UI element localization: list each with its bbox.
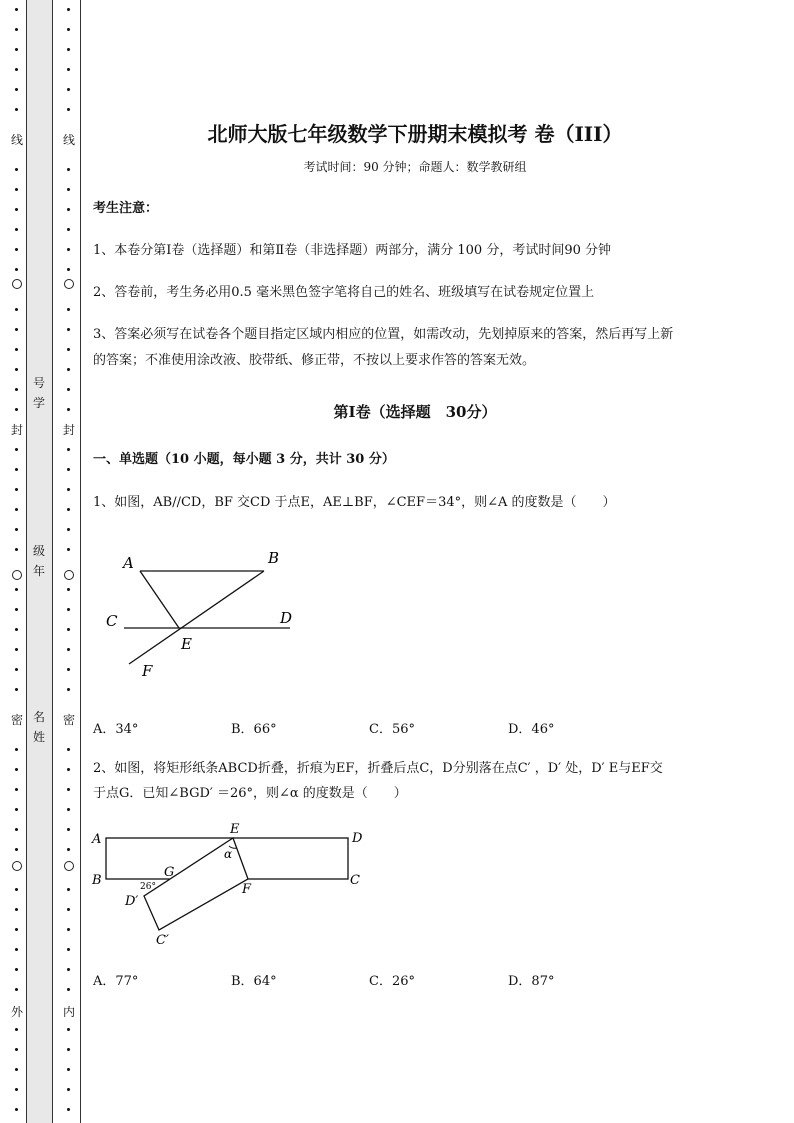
margin-dot xyxy=(15,328,18,331)
margin-dot xyxy=(15,1028,18,1031)
band-label-ming: 名 xyxy=(32,710,45,724)
margin-dot xyxy=(15,748,18,751)
margin-dot xyxy=(15,68,18,71)
margin-dot xyxy=(67,528,70,531)
margin-dot xyxy=(67,368,70,371)
band-label-nian: 年 xyxy=(32,564,45,578)
q1-label-b: B xyxy=(268,549,280,567)
margin-dot xyxy=(67,888,70,891)
margin-dot xyxy=(15,468,18,471)
margin-dot xyxy=(67,668,70,671)
q1-text: 1、如图，AB//CD，BF 交CD 于点E，AE⊥BF，∠CEF＝34°，则∠A 的度数是（ ） xyxy=(93,495,616,510)
margin-dot xyxy=(15,268,18,271)
margin-dot xyxy=(15,908,18,911)
margin-dot xyxy=(15,188,18,191)
binding-hole-ring xyxy=(64,279,74,289)
binding-hole-ring xyxy=(12,861,22,871)
margin-dot xyxy=(67,1028,70,1031)
q1-figure xyxy=(100,545,310,685)
q2-label-d: D xyxy=(352,831,363,846)
margin-dot xyxy=(15,588,18,591)
margin-dot xyxy=(15,1068,18,1071)
inner-label-xian: 线 xyxy=(62,133,75,147)
margin-dot xyxy=(15,508,18,511)
margin-dot xyxy=(67,448,70,451)
q1-label-a: A xyxy=(123,554,134,572)
q2-label-f: F xyxy=(242,882,252,897)
margin-dot xyxy=(67,768,70,771)
q1-option-a[interactable]: A．34° xyxy=(93,722,139,737)
margin-dot xyxy=(15,888,18,891)
q2-folded-part xyxy=(144,838,248,930)
margin-dot xyxy=(67,808,70,811)
q2-label-b: B xyxy=(92,873,102,888)
q2-label-angle: 26° xyxy=(140,882,156,892)
margin-dot xyxy=(67,348,70,351)
q2-label-g: G xyxy=(164,865,175,880)
margin-dot xyxy=(15,1108,18,1111)
q2-option-a[interactable]: A．77° xyxy=(93,974,139,989)
q2-option-c[interactable]: C．26° xyxy=(369,974,415,989)
margin-dot xyxy=(15,688,18,691)
outer-label-feng: 封 xyxy=(10,423,23,437)
margin-dot xyxy=(15,208,18,211)
margin-dot xyxy=(67,988,70,991)
margin-dot xyxy=(15,448,18,451)
q1-option-d[interactable]: D．46° xyxy=(508,722,555,737)
section-title: 第Ⅰ卷（选择题 30分） xyxy=(333,403,497,421)
q1-label-c: C xyxy=(106,612,118,630)
q2-label-a: A xyxy=(92,832,102,847)
inner-label-feng: 封 xyxy=(62,423,75,437)
margin-dot xyxy=(67,48,70,51)
margin-dot xyxy=(67,608,70,611)
margin-dot xyxy=(15,988,18,991)
margin-dot xyxy=(15,108,18,111)
margin-dot xyxy=(15,768,18,771)
margin-dot xyxy=(15,788,18,791)
page-subtitle: 考试时间：90 分钟；命题人：数学教研组 xyxy=(303,160,527,174)
margin-dot xyxy=(15,548,18,551)
band-label-xue: 学 xyxy=(32,396,45,410)
margin-dot xyxy=(67,788,70,791)
q2-option-b[interactable]: B．64° xyxy=(231,974,277,989)
q2-label-c-prime: C′ xyxy=(156,933,169,948)
q1-option-b[interactable]: B．66° xyxy=(231,722,277,737)
q1-option-c[interactable]: C．56° xyxy=(369,722,415,737)
q2-label-d-prime: D′ xyxy=(125,894,139,909)
margin-dot xyxy=(67,748,70,751)
margin-dot xyxy=(67,1068,70,1071)
margin-dot xyxy=(67,328,70,331)
binding-hole-ring xyxy=(12,279,22,289)
margin-dot xyxy=(67,588,70,591)
margin-dot xyxy=(15,28,18,31)
margin-dot xyxy=(67,188,70,191)
margin-dot xyxy=(67,228,70,231)
margin-dot xyxy=(67,848,70,851)
margin-dot xyxy=(67,908,70,911)
q2-text-line2: 于点G．已知∠BGD′ ＝26°，则∠α 的度数是（ ） xyxy=(93,786,407,801)
band-label-hao: 号 xyxy=(32,376,45,390)
notice-item-1: 1、本卷分第Ⅰ卷（选择题）和第Ⅱ卷（非选择题）两部分，满分 100 分，考试时间90 分钟 xyxy=(93,243,611,258)
q2-figure xyxy=(88,820,378,955)
q1-line-ae xyxy=(140,571,179,628)
margin-dot xyxy=(67,388,70,391)
margin-dot xyxy=(67,488,70,491)
q2-text-line1: 2、如图，将矩形纸条ABCD折叠，折痕为EF，折叠后点C，D分别落在点C′ ，D′ 处，D′ E与EF交 xyxy=(93,761,663,776)
margin-dot xyxy=(67,1088,70,1091)
margin-dot xyxy=(67,688,70,691)
margin-dot xyxy=(67,468,70,471)
margin-dot xyxy=(15,308,18,311)
binding-hole-ring xyxy=(64,861,74,871)
band-label-xing: 姓 xyxy=(32,730,45,744)
binding-hole-ring xyxy=(12,570,22,580)
margin-dot xyxy=(67,68,70,71)
outer-label-mi: 密 xyxy=(10,713,23,727)
q2-option-d[interactable]: D．87° xyxy=(508,974,555,989)
q2-label-e: E xyxy=(230,822,240,837)
margin-dot xyxy=(15,848,18,851)
page-title: 北师大版七年级数学下册期末模拟考 卷（III） xyxy=(207,122,623,146)
margin-dot xyxy=(67,648,70,651)
margin-dot xyxy=(15,828,18,831)
margin-dot xyxy=(67,828,70,831)
margin-dot xyxy=(67,508,70,511)
q2-label-alpha: α xyxy=(224,847,233,861)
margin-dot xyxy=(67,308,70,311)
band-label-ji: 级 xyxy=(32,544,45,558)
margin-dot xyxy=(15,948,18,951)
q2-label-c: C xyxy=(350,873,360,888)
margin-dot xyxy=(67,268,70,271)
inner-label-mi: 密 xyxy=(62,713,75,727)
margin-dot xyxy=(15,608,18,611)
margin-dot xyxy=(15,88,18,91)
margin-dot xyxy=(15,968,18,971)
margin-dot xyxy=(67,1048,70,1051)
margin-dot xyxy=(67,1108,70,1111)
margin-dot xyxy=(67,928,70,931)
margin-dot xyxy=(67,248,70,251)
margin-dot xyxy=(15,388,18,391)
margin-dot xyxy=(15,8,18,11)
margin-dot xyxy=(67,948,70,951)
notice-heading: 考生注意： xyxy=(93,201,159,216)
outer-label-xian: 线 xyxy=(10,133,23,147)
margin-dot xyxy=(67,968,70,971)
margin-dot xyxy=(15,668,18,671)
margin-dot xyxy=(67,88,70,91)
margin-dot xyxy=(15,648,18,651)
notice-item-3-cont: 的答案；不准使用涂改液、胶带纸、修正带，不按以上要求作答的答案无效。 xyxy=(93,353,536,368)
margin-dot xyxy=(15,248,18,251)
margin-dot xyxy=(67,8,70,11)
outer-label-wai: 外 xyxy=(10,1005,23,1019)
margin-dot xyxy=(67,548,70,551)
margin-dot xyxy=(15,1088,18,1091)
margin-dot xyxy=(67,208,70,211)
binding-hole-ring xyxy=(64,570,74,580)
part-heading: 一、单选题（10 小题，每小题 3 分，共计 30 分） xyxy=(93,452,395,467)
margin-dot xyxy=(15,628,18,631)
margin-dot xyxy=(67,28,70,31)
margin-dot xyxy=(15,488,18,491)
margin-dot xyxy=(15,528,18,531)
notice-item-3: 3、答案必须写在试卷各个题目指定区域内相应的位置，如需改动，先划掉原来的答案，然后再写上新 xyxy=(93,327,674,342)
notice-item-2: 2、答卷前，考生务必用0.5 毫米黑色签字笔将自己的姓名、班级填写在试卷规定位置上 xyxy=(93,285,595,300)
inner-label-nei: 内 xyxy=(62,1005,75,1019)
margin-dot xyxy=(15,228,18,231)
q1-label-f: F xyxy=(142,662,153,680)
margin-dot xyxy=(15,48,18,51)
q1-label-e: E xyxy=(181,635,192,653)
margin-dot xyxy=(67,628,70,631)
margin-dot xyxy=(15,1048,18,1051)
q1-label-d: D xyxy=(280,609,293,627)
margin-dot xyxy=(15,368,18,371)
margin-dot xyxy=(67,108,70,111)
margin-dot xyxy=(15,348,18,351)
margin-dot xyxy=(15,928,18,931)
margin-dot xyxy=(15,808,18,811)
